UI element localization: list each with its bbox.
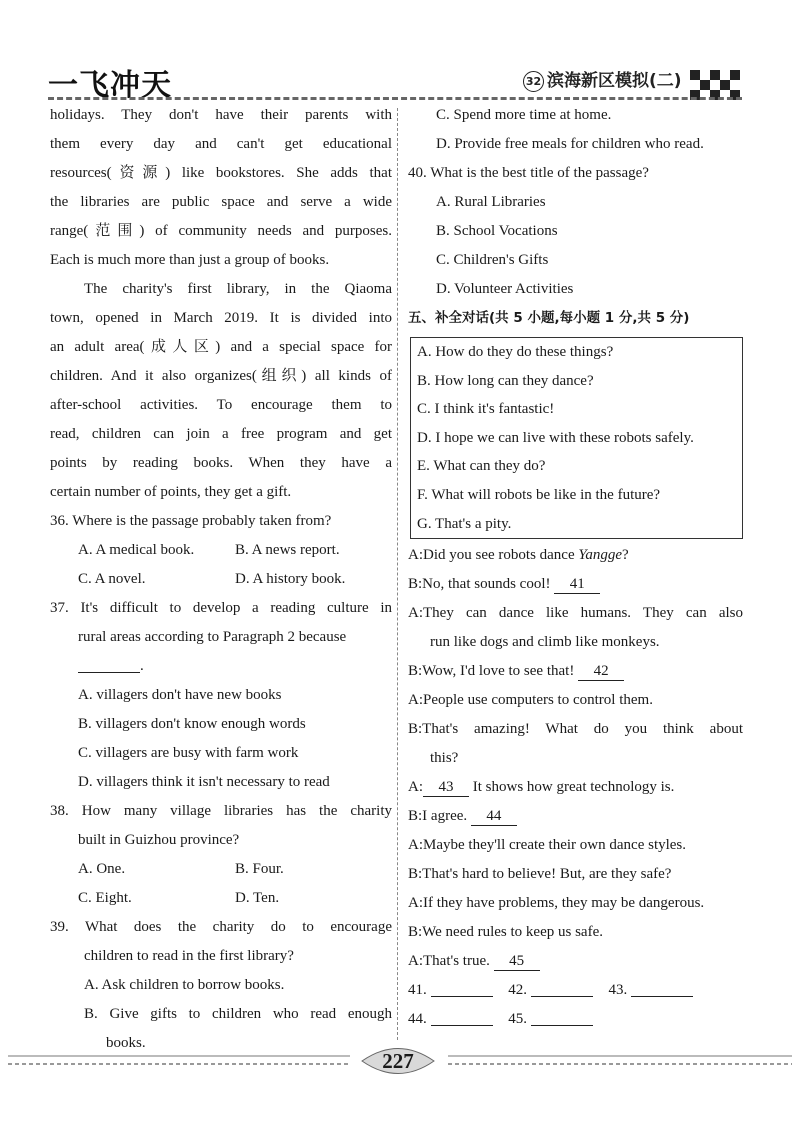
option-c: C. Children's Gifts — [436, 252, 549, 268]
option-d: D. A history book. — [235, 571, 346, 587]
option-c: C. Eight. — [78, 890, 132, 906]
dialogue-text: A:Did you see robots dance — [408, 547, 575, 564]
page-number-text: 227 — [382, 1049, 414, 1073]
question-text: It's difficult to develop a reading culture in — [80, 600, 393, 616]
dialogue-text: A: — [408, 779, 423, 796]
dialogue-text: B:No, that sounds cool! — [408, 576, 551, 593]
passage-line: certain number of points, they get a gift. — [50, 484, 292, 500]
passage-paragraph-1 — [50, 101, 392, 275]
exam-number-badge: 32 — [523, 71, 544, 92]
option-d: D. Provide free meals for children who read. — [436, 136, 704, 152]
box-option-d: D. I hope we can live with these robots safely. — [417, 429, 694, 446]
option-a: A. villagers don't have new books — [78, 687, 282, 703]
passage-line: town, opened in March 2019. It is divided into — [50, 310, 392, 326]
blank-45[interactable]: 45 — [494, 953, 540, 971]
answer-label-44: 44. — [408, 1011, 427, 1028]
question-39 — [50, 913, 392, 1058]
dialogue-text: A:People use computers to control them. — [408, 692, 653, 709]
column-divider — [397, 108, 398, 1040]
option-d: D. villagers think it isn't necessary to read — [78, 774, 330, 790]
passage-line: range(范围) of community needs and purposes. — [50, 223, 392, 239]
question-end: . — [140, 658, 144, 674]
passage-line: holidays. They don't have their parents with — [50, 107, 392, 123]
right-column — [408, 101, 743, 1034]
question-text: How many village libraries has the charity — [81, 803, 393, 819]
answer-lines — [408, 976, 743, 1034]
header-divider — [48, 97, 742, 100]
dialogue — [408, 541, 743, 976]
answer-line-42[interactable] — [531, 981, 593, 997]
dialogue-text: B:Wow, I'd love to see that! — [408, 663, 575, 680]
answer-line-43[interactable] — [631, 981, 693, 997]
brand-logo: 一飞冲天 — [48, 68, 172, 103]
option-d: D. Ten. — [235, 890, 280, 906]
option-b: B. Give gifts to children who read enough — [84, 1006, 392, 1022]
options-box — [410, 337, 743, 539]
blank-44[interactable]: 44 — [471, 808, 517, 826]
question-text: What is the best title of the passage? — [430, 165, 649, 181]
blank-43[interactable]: 43 — [423, 779, 469, 797]
question-40 — [408, 159, 743, 304]
question-text: Where is the passage probably taken from? — [72, 513, 332, 529]
passage-line: The charity's first library, in the Qiaoma — [84, 281, 392, 297]
question-text: built in Guizhou province? — [78, 832, 240, 848]
answer-blank[interactable] — [78, 657, 140, 673]
checker-decoration — [690, 70, 742, 100]
option-a: A. Rural Libraries — [436, 194, 546, 210]
left-column — [50, 101, 392, 1058]
passage-line: resources(资源) like bookstores. She adds that — [50, 165, 392, 181]
answer-label-42: 42. — [508, 982, 527, 999]
question-number: 36. — [50, 513, 69, 529]
answer-line-41[interactable] — [431, 981, 493, 997]
section-title: 五、补全对话(共 5 小题,每小题 1 分,共 5 分) — [408, 310, 690, 326]
option-c: C. Spend more time at home. — [436, 107, 612, 123]
option-a: A. Ask children to borrow books. — [84, 977, 285, 993]
question-text: rural areas according to Paragraph 2 because — [78, 629, 347, 645]
dialogue-text: A:That's true. — [408, 953, 490, 970]
passage-line: the libraries are public space and serve a wide — [50, 194, 392, 210]
option-a: A. A medical book. — [78, 542, 195, 558]
passage-line: children. And it also organizes(组织) all kinds of — [50, 368, 392, 384]
answer-label-41: 41. — [408, 982, 427, 999]
box-option-f: F. What will robots be like in the future? — [417, 486, 661, 503]
passage-line: an adult area(成人区) and a special space for — [50, 339, 392, 355]
box-option-a: A. How do they do these things? — [417, 344, 614, 360]
dialogue-text: B:That's hard to believe! But, are they safe? — [408, 866, 672, 883]
question-number: 38. — [50, 803, 69, 819]
exam-title-text: 滨海新区模拟(二) — [547, 71, 682, 91]
option-b: B. A news report. — [235, 542, 340, 558]
dialogue-italic: Yangge — [578, 547, 623, 564]
box-option-e: E. What can they do? — [417, 458, 546, 475]
dialogue-text: run like dogs and climb like monkeys. — [430, 634, 660, 651]
passage-paragraph-2 — [50, 275, 392, 507]
answer-line-44[interactable] — [431, 1010, 493, 1026]
answer-line-45[interactable] — [531, 1010, 593, 1026]
dialogue-text: A:If they have problems, they may be dangerous. — [408, 895, 705, 912]
option-c: C. A novel. — [78, 571, 146, 587]
dialogue-text: this? — [430, 750, 459, 767]
dialogue-text: A:They can dance like humans. They can also — [408, 605, 743, 622]
passage-line: after-school activities. To encourage them to — [50, 397, 392, 413]
box-option-b: B. How long can they dance? — [417, 372, 594, 389]
question-38 — [50, 797, 392, 913]
option-d: D. Volunteer Activities — [436, 281, 574, 297]
blank-41[interactable]: 41 — [554, 576, 600, 594]
option-c: C. villagers are busy with farm work — [78, 745, 299, 761]
passage-line: points by reading books. When they have a — [50, 455, 392, 471]
box-option-g: G. That's a pity. — [417, 515, 512, 532]
answer-label-45: 45. — [508, 1011, 527, 1028]
dialogue-text: A:Maybe they'll create their own dance styles. — [408, 837, 687, 854]
option-a: A. One. — [78, 861, 126, 877]
question-text: children to read in the first library? — [84, 948, 294, 964]
question-37 — [50, 594, 392, 797]
dialogue-text: B:We need rules to keep us safe. — [408, 924, 603, 941]
box-option-c: C. I think it's fantastic! — [417, 401, 555, 418]
passage-line: them every day and can't get educational — [50, 136, 392, 152]
passage-line: Each is much more than just a group of books. — [50, 252, 330, 268]
dialogue-text: B:I agree. — [408, 808, 468, 825]
question-number: 39. — [50, 919, 69, 935]
option-b: B. Four. — [235, 861, 284, 877]
dialogue-text: B:That's amazing! What do you think about — [408, 721, 743, 738]
question-number: 40. — [408, 165, 427, 181]
option-b-cont: books. — [106, 1035, 146, 1051]
dialogue-punct: ? — [622, 547, 629, 564]
page-number — [358, 1040, 438, 1082]
option-b: B. School Vocations — [436, 223, 558, 239]
question-36 — [50, 507, 392, 594]
exam-title — [523, 66, 682, 92]
passage-line: read, children can join a free program and get — [50, 426, 392, 442]
question-text: What does the charity do to encourage — [84, 919, 392, 935]
question-number: 37. — [50, 600, 69, 616]
blank-42[interactable]: 42 — [578, 663, 624, 681]
dialogue-text: It shows how great technology is. — [472, 779, 675, 796]
option-b: B. villagers don't know enough words — [78, 716, 306, 732]
answer-label-43: 43. — [608, 982, 628, 999]
